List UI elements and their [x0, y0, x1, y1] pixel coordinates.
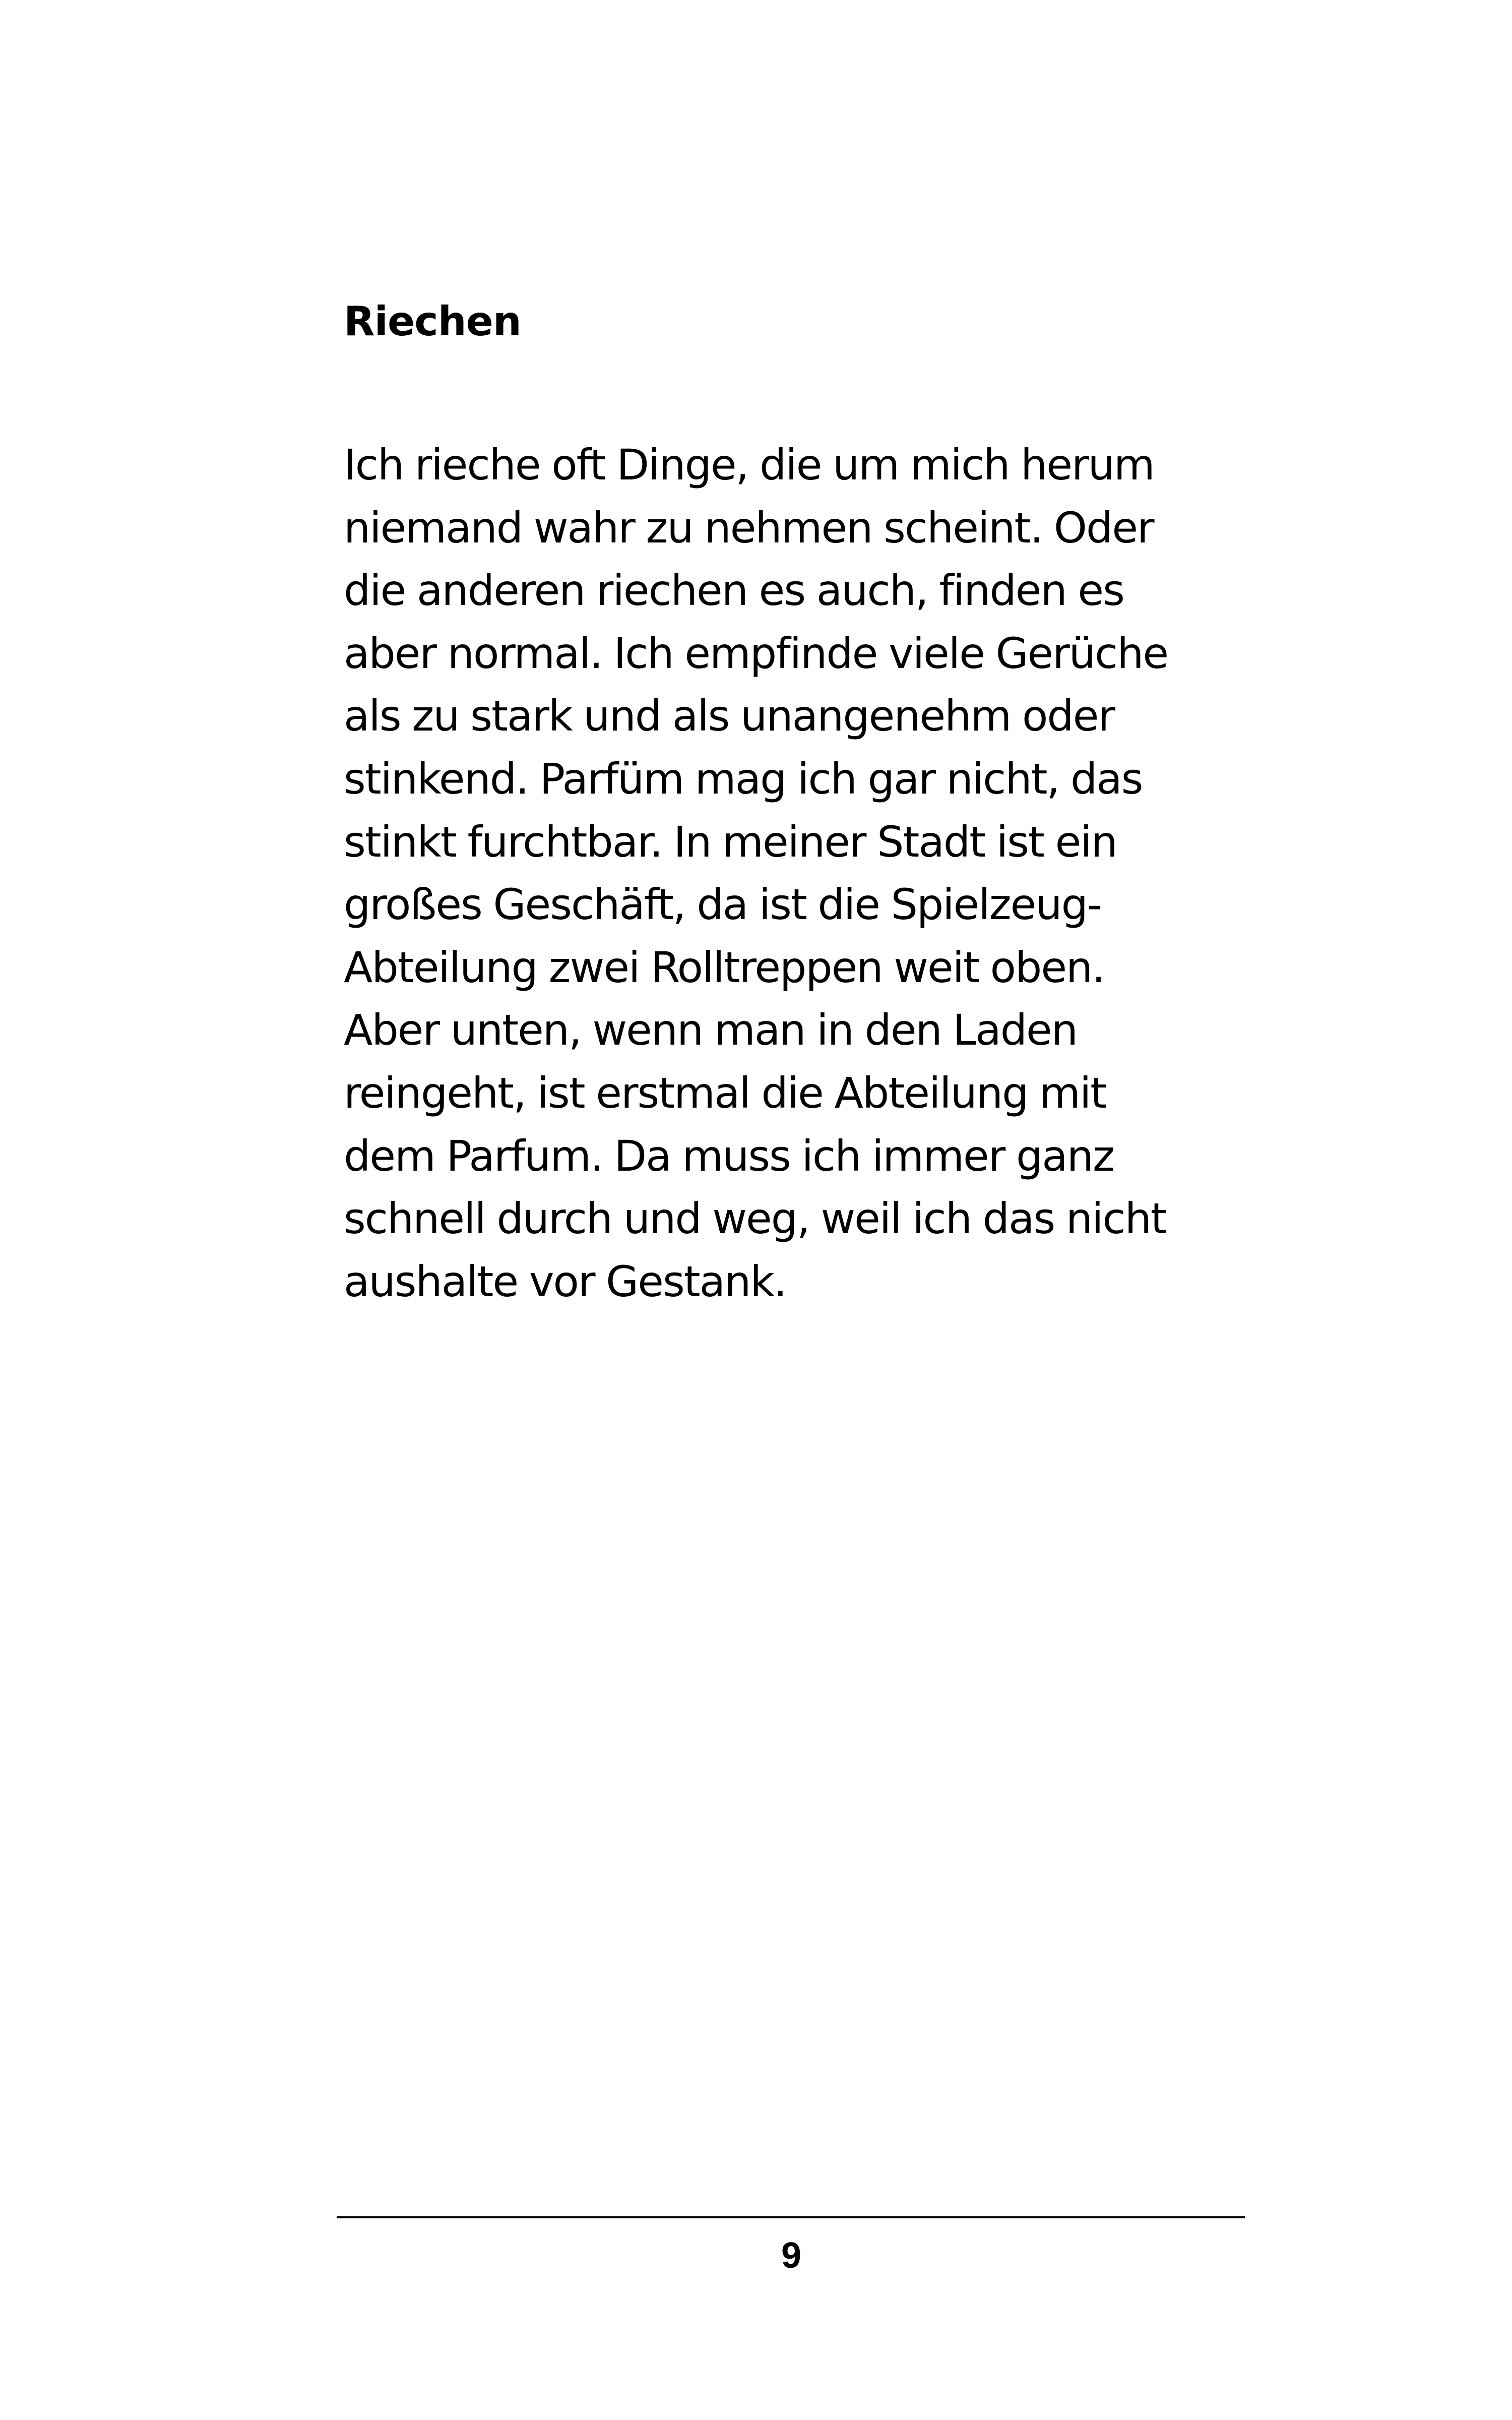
text-line: die anderen riechen es auch, finden es — [344, 566, 1124, 616]
text-line: Ich rieche oft Dinge, die um mich herum — [344, 440, 1154, 490]
section-heading: Riechen — [344, 298, 521, 345]
text-line: großes Geschäft, da ist die Spielzeug- — [344, 880, 1102, 930]
text-line: reingeht, ist erstmal die Abteilung mit — [344, 1068, 1106, 1118]
text-line: aushalte vor Gestank. — [344, 1256, 786, 1306]
text-line: Abteilung zwei Rolltreppen weit oben. — [344, 942, 1104, 992]
body-paragraph — [344, 434, 1301, 1313]
text-line: dem Parfum. Da muss ich immer ganz — [344, 1131, 1114, 1181]
page-number: 9 — [781, 2235, 802, 2276]
text-line: Aber unten, wenn man in den Laden — [344, 1005, 1077, 1055]
text-line: stinkend. Parfüm mag ich gar nicht, das — [344, 754, 1143, 804]
text-line: stinkt furchtbar. In meiner Stadt ist ein — [344, 817, 1117, 867]
text-line: schnell durch und weg, weil ich das nicht — [344, 1194, 1166, 1244]
footer-divider — [337, 2216, 1245, 2218]
text-line: als zu stark und als unangenehm oder — [344, 691, 1114, 741]
text-line: aber normal. Ich empfinde viele Gerüche — [344, 628, 1168, 678]
text-line: niemand wahr zu nehmen scheint. Oder — [344, 503, 1154, 553]
